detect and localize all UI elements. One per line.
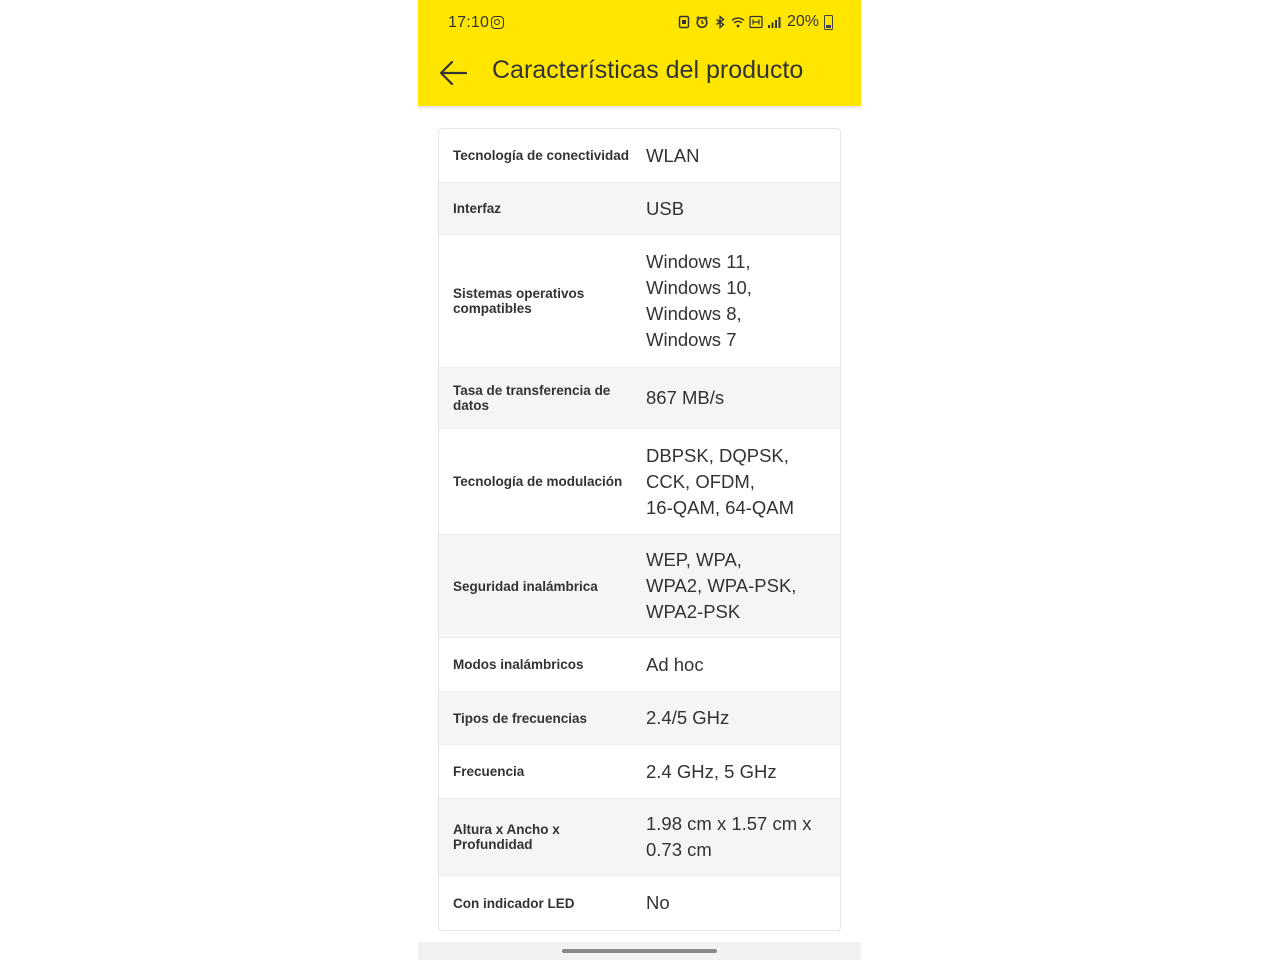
- spec-value-line: WPA2-PSK: [646, 601, 741, 622]
- spec-value-line: 0.73 cm: [646, 839, 712, 860]
- spec-value: [646, 705, 840, 731]
- spec-value-line: 2.4/5 GHz: [646, 707, 730, 728]
- spec-value-line: 1.98 cm x 1.57 cm x: [646, 813, 812, 834]
- spec-value: [646, 652, 840, 678]
- spec-label: Sistemas operativos compatibles: [453, 286, 585, 316]
- navigation-bar: [418, 942, 861, 960]
- spec-value-line: Windows 10,: [646, 277, 752, 298]
- spec-value-line: WLAN: [646, 144, 700, 166]
- spec-value-line: Windows 7: [646, 329, 737, 350]
- spec-value: [646, 196, 840, 222]
- spec-label: Frecuencia: [453, 764, 525, 779]
- spec-value-line: WEP, WPA,: [646, 549, 742, 570]
- spec-value-line: WPA2, WPA-PSK,: [646, 575, 797, 596]
- home-gesture-handle[interactable]: [562, 949, 717, 953]
- spec-row: [439, 429, 840, 535]
- alarm-icon: [695, 15, 709, 29]
- spec-value: [646, 443, 840, 521]
- status-icons: [677, 13, 833, 31]
- spec-row: [439, 183, 840, 235]
- signal-icon: [767, 15, 781, 29]
- back-arrow-icon[interactable]: [436, 56, 470, 90]
- spec-value-line: Windows 11,: [646, 251, 751, 272]
- spec-row: [439, 129, 840, 183]
- spec-row: [439, 638, 840, 692]
- nfc-icon: [677, 15, 691, 29]
- spec-value: [646, 249, 840, 353]
- spec-value-line: Windows 8,: [646, 303, 742, 324]
- spec-value: [646, 759, 840, 785]
- instagram-icon: [491, 16, 504, 29]
- spec-value-line: 867 MB/s: [646, 387, 725, 408]
- spec-label: Interfaz: [453, 201, 502, 216]
- spec-value-line: Ad hoc: [646, 653, 704, 675]
- top-bar: [418, 0, 861, 106]
- spec-row: [439, 745, 840, 799]
- spec-value-line: 2.4 GHz, 5 GHz: [646, 760, 777, 782]
- spec-value: [646, 385, 840, 411]
- battery-icon: [824, 15, 833, 30]
- spec-value-line: DBPSK, DQPSK,: [646, 444, 789, 466]
- spec-row: [439, 692, 840, 745]
- spec-row: [439, 799, 840, 876]
- bluetooth-icon: [713, 15, 727, 29]
- spec-label: Seguridad inalámbrica: [453, 578, 598, 594]
- specs-table: [438, 128, 841, 931]
- status-bar: [418, 0, 861, 46]
- spec-label: Con indicador LED: [453, 895, 575, 911]
- spec-label: Tecnología de conectividad: [453, 148, 630, 163]
- spec-label: Tecnología de modulación: [453, 474, 623, 489]
- spec-value-line: USB: [646, 197, 685, 219]
- phone-screen: [418, 0, 861, 960]
- spec-label: Tipos de frecuencias: [453, 710, 588, 726]
- spec-row: [439, 368, 840, 429]
- spec-label: Tasa de transferencia de datos: [453, 383, 611, 413]
- spec-label: Altura x Ancho x Profundidad: [453, 822, 560, 852]
- app-bar: [418, 46, 861, 102]
- spec-value-line: CCK, OFDM,: [646, 470, 755, 492]
- spec-row: [439, 235, 840, 368]
- battery-percent: 20%: [786, 13, 819, 30]
- spec-label: Modos inalámbricos: [453, 657, 584, 672]
- wifi-icon: [731, 15, 745, 29]
- spec-row: [439, 876, 840, 930]
- spec-value: [646, 547, 840, 625]
- volte-icon: [749, 15, 763, 29]
- spec-row: [439, 535, 840, 638]
- page-title: Características del producto: [492, 56, 804, 84]
- spec-value: [646, 143, 840, 169]
- spec-value: [646, 811, 840, 863]
- spec-value-line: No: [646, 892, 670, 913]
- spec-value-line: 16-QAM, 64-QAM: [646, 496, 795, 518]
- spec-value: [646, 890, 840, 916]
- status-time: 17:10: [448, 14, 490, 31]
